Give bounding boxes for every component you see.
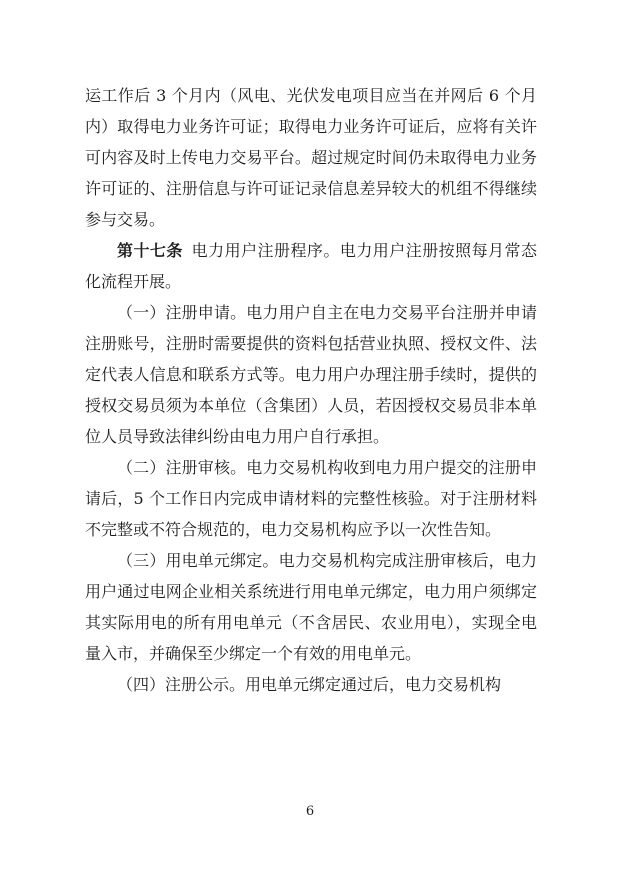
paragraph-text: （一）注册申请。电力用户自主在电力交易平台注册并申请注册账号，注册时需要提供的资料包括营业执照、授权文件、法定代表人信息和联系方式等。电力用户办理注册手续时，提供的授权交易员须为本单位（含集团）人员，若因授权交易员非本单位人员导致法律纠纷由电力用户自行承担。 (85, 303, 537, 446)
paragraph-text: （二）注册审核。电力交易机构收到电力用户提交的注册申请后，5 个工作日内完成申请材料的完整性核验。对于注册材料不完整或不符合规范的，电力交易机构应予以一次性告知。 (85, 458, 537, 539)
paragraph (85, 545, 537, 669)
article-number: 第十七条 (117, 241, 183, 260)
paragraph-text: 电力用户注册程序。电力用户注册按照每月常态化流程开展。 (85, 241, 537, 291)
page-number: 6 (305, 804, 315, 819)
paragraph (85, 80, 537, 235)
document-body (85, 80, 537, 700)
paragraph-text: 运工作后 3 个月内（风电、光伏发电项目应当在并网后 6 个月内）取得电力业务许可证；取得电力业务许可证后，应将有关许可内容及时上传电力交易平台。超过规定时间仍未取得电力业务许可证的、注册信息与许可证记录信息差异较大的机组不得继续参与交易。 (85, 86, 537, 229)
paragraph (85, 669, 537, 700)
paragraph-text: （三）用电单元绑定。电力交易机构完成注册审核后，电力用户通过电网企业相关系统进行用电单元绑定，电力用户须绑定其实际用电的所有用电单元（不含居民、农业用电），实现全电量入市，并确保至少绑定一个有效的用电单元。 (85, 551, 537, 663)
paragraph (85, 297, 537, 452)
paragraph-text: （四）注册公示。用电单元绑定通过后，电力交易机构 (117, 675, 502, 694)
page-footer (0, 803, 620, 821)
paragraph (85, 235, 537, 297)
paragraph (85, 452, 537, 545)
